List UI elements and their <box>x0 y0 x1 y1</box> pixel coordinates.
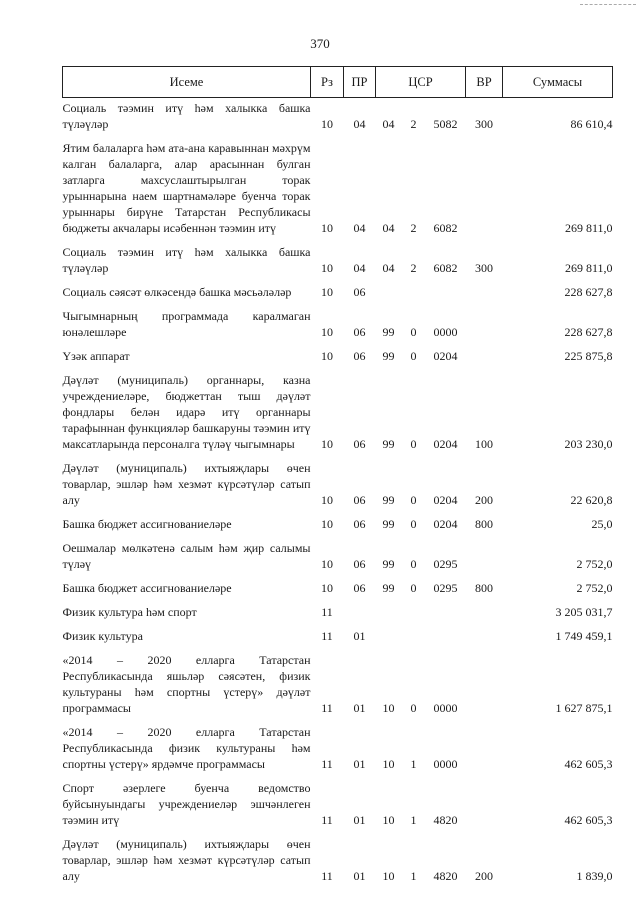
row-pr: 04 <box>353 117 366 131</box>
row-sum: 203 230,0 <box>564 437 613 451</box>
row-sum: 3 205 031,7 <box>555 605 613 619</box>
row-vr: 800 <box>475 517 494 531</box>
page-number: 370 <box>310 36 330 51</box>
row-rz: 10 <box>321 117 333 131</box>
header-sum: Суммасы <box>503 67 613 98</box>
row-csr-direction <box>426 622 466 646</box>
row-rz: 10 <box>321 325 333 339</box>
row-sum: 1 627 875,1 <box>555 701 613 715</box>
row-vr <box>466 622 503 646</box>
row-csr-subprogram: 1 <box>410 757 417 771</box>
row-rz: 11 <box>321 813 333 827</box>
row-vr: 200 <box>475 493 494 507</box>
row-sum: 228 627,8 <box>564 325 613 339</box>
row-pr: 06 <box>353 581 366 595</box>
row-pr: 04 <box>353 261 366 275</box>
table-row <box>63 574 613 598</box>
page-corner-mark <box>580 4 636 5</box>
row-vr <box>466 718 503 774</box>
row-rz: 10 <box>321 285 333 299</box>
row-csr-program: 99 <box>382 517 395 531</box>
row-csr-program <box>376 622 402 646</box>
row-csr-subprogram <box>402 622 426 646</box>
row-pr: 06 <box>353 349 366 363</box>
row-sum: 25,0 <box>591 517 613 531</box>
row-name: Чыгымнарның программада каралмаган юнәлешләре <box>62 309 311 339</box>
row-csr-direction: 5082 <box>433 117 458 131</box>
row-name: Дәүләт (муниципаль) ихтыяҗлары өчен товарлар, эшләр һәм хезмәт күрсәтүләр сатып алу <box>62 461 311 507</box>
row-sum: 1 749 459,1 <box>555 629 613 643</box>
row-rz: 10 <box>321 349 333 363</box>
row-rz: 10 <box>321 557 333 571</box>
row-rz: 11 <box>321 757 333 771</box>
row-csr-program <box>376 278 402 302</box>
row-pr: 06 <box>353 557 366 571</box>
row-vr: 300 <box>475 117 494 131</box>
row-pr: 06 <box>353 437 366 451</box>
table-row <box>63 342 613 366</box>
table-row <box>63 366 613 454</box>
row-name: Социаль тәэмин итү һәм халыкка башка түләүләр <box>62 245 311 275</box>
table-row <box>63 98 613 135</box>
row-rz: 10 <box>321 493 333 507</box>
table-row <box>63 302 613 342</box>
row-rz: 10 <box>321 581 333 595</box>
row-pr: 01 <box>353 869 366 883</box>
row-csr-program: 99 <box>382 581 395 595</box>
row-csr-program: 04 <box>382 261 395 275</box>
budget-table <box>62 66 613 886</box>
row-csr-program: 99 <box>382 493 395 507</box>
row-csr-subprogram: 1 <box>410 869 417 883</box>
row-csr-subprogram: 2 <box>410 261 417 275</box>
row-pr: 06 <box>353 285 366 299</box>
row-name: Үзәк аппарат <box>62 349 130 363</box>
row-pr: 01 <box>353 757 366 771</box>
row-vr <box>466 534 503 574</box>
row-csr-subprogram: 0 <box>410 349 417 363</box>
row-csr-direction: 0204 <box>433 437 458 451</box>
row-sum: 2 752,0 <box>576 557 613 571</box>
row-csr-direction <box>426 278 466 302</box>
row-csr-program: 04 <box>382 117 395 131</box>
table-row <box>63 774 613 830</box>
row-csr-subprogram: 0 <box>410 493 417 507</box>
header-rz: Рз <box>311 67 344 98</box>
row-vr <box>466 646 503 718</box>
row-csr-direction: 0204 <box>433 493 458 507</box>
row-vr <box>466 134 503 238</box>
row-csr-subprogram: 0 <box>410 701 417 715</box>
row-sum: 462 605,3 <box>564 813 613 827</box>
table-row <box>63 534 613 574</box>
row-csr-direction: 6082 <box>433 261 458 275</box>
row-csr-direction: 0000 <box>433 325 458 339</box>
row-vr: 200 <box>475 869 494 883</box>
row-csr-subprogram: 1 <box>410 813 417 827</box>
row-vr <box>466 774 503 830</box>
table-row <box>63 454 613 510</box>
row-csr-subprogram: 0 <box>410 517 417 531</box>
row-csr-direction: 0000 <box>433 701 458 715</box>
row-name: Ятим балаларга һәм ата-ана каравыннан мәхрүм калган балаларга, алар арасыннан булган затларга махсуслаштырылган торак урыннарына наем шартнамәләре буенча торак урыннары бирүне Татарстан Республикасы бюджеты акчалары исәбеннән тәэмин итү <box>62 141 311 235</box>
row-csr-direction: 0204 <box>433 349 458 363</box>
row-name: Физик культура <box>62 629 143 643</box>
row-name: «2014 – 2020 елларга Татарстан Республикасында яшьләр сәясәтен, физик культураны һәм спортны үстерү» дәүләт программасы <box>62 653 311 715</box>
row-vr: 800 <box>475 581 494 595</box>
header-vr: ВР <box>466 67 503 98</box>
row-vr <box>466 302 503 342</box>
row-vr <box>466 598 503 622</box>
row-csr-program: 10 <box>382 813 395 827</box>
header-pr: ПР <box>344 67 376 98</box>
row-csr-program: 99 <box>382 437 395 451</box>
row-name: Башка бюджет ассигнованиеләре <box>62 517 232 531</box>
row-vr: 100 <box>475 437 494 451</box>
row-csr-program: 99 <box>382 325 395 339</box>
table-row <box>63 238 613 278</box>
row-sum: 225 875,8 <box>564 349 613 363</box>
row-sum: 22 620,8 <box>570 493 613 507</box>
row-rz: 10 <box>321 437 333 451</box>
row-sum: 462 605,3 <box>564 757 613 771</box>
row-csr-subprogram <box>402 598 426 622</box>
row-sum: 228 627,8 <box>564 285 613 299</box>
row-rz: 10 <box>321 221 333 235</box>
table-row <box>63 830 613 886</box>
row-csr-subprogram: 2 <box>410 221 417 235</box>
table-row <box>63 718 613 774</box>
row-csr-program: 10 <box>382 869 395 883</box>
row-csr-subprogram: 0 <box>410 557 417 571</box>
row-csr-subprogram: 0 <box>410 325 417 339</box>
row-name: «2014 – 2020 елларга Татарстан Республикасында физик культураны һәм спортны үстерү» ярдәмче программасы <box>62 725 311 771</box>
table-row <box>63 598 613 622</box>
row-name: Оешмалар мөлкәтенә салым һәм җир салымы түләү <box>62 541 311 571</box>
row-name: Дәүләт (муниципаль) органнары, казна учреждениеләре, бюджеттан тыш дәүләт фондлары белән идарә итү органнары тарафыннан функцияләр башкаруны тәэмин итү максатларында персоналга түләү чыгымнары <box>62 373 311 451</box>
row-vr <box>466 342 503 366</box>
row-csr-direction <box>426 598 466 622</box>
table-row <box>63 510 613 534</box>
row-csr-program: 10 <box>382 701 395 715</box>
row-sum: 269 811,0 <box>564 221 613 235</box>
row-sum: 86 610,4 <box>570 117 613 131</box>
table-row <box>63 622 613 646</box>
row-pr: 04 <box>353 221 366 235</box>
row-sum: 269 811,0 <box>564 261 613 275</box>
table-row <box>63 646 613 718</box>
row-pr: 06 <box>353 517 366 531</box>
row-csr-direction: 4820 <box>433 869 458 883</box>
row-csr-program <box>376 598 402 622</box>
row-name: Физик культура һәм спорт <box>62 605 197 619</box>
row-pr: 01 <box>353 629 366 643</box>
row-csr-subprogram <box>402 278 426 302</box>
row-name: Социаль сәясәт өлкәсендә башка мәсьәләләр <box>62 285 292 299</box>
row-sum: 1 839,0 <box>576 869 613 883</box>
table-header-row <box>63 67 613 98</box>
row-name: Башка бюджет ассигнованиеләре <box>62 581 232 595</box>
row-csr-subprogram: 2 <box>410 117 417 131</box>
row-vr <box>466 278 503 302</box>
row-pr: 01 <box>353 701 366 715</box>
row-name: Социаль тәэмин итү һәм халыкка башка түләүләр <box>62 101 311 131</box>
row-csr-direction: 0295 <box>433 581 458 595</box>
row-rz: 10 <box>321 517 333 531</box>
row-rz: 10 <box>321 261 333 275</box>
table-row <box>63 278 613 302</box>
row-csr-direction: 6082 <box>433 221 458 235</box>
row-sum: 2 752,0 <box>576 581 613 595</box>
table-body <box>63 98 613 887</box>
row-csr-direction: 4820 <box>433 813 458 827</box>
row-pr <box>344 598 376 622</box>
row-rz: 11 <box>321 869 333 883</box>
row-vr: 300 <box>475 261 494 275</box>
row-name: Дәүләт (муниципаль) ихтыяҗлары өчен товарлар, эшләр һәм хезмәт күрсәтүләр сатып алу <box>62 837 311 883</box>
row-csr-direction: 0204 <box>433 517 458 531</box>
row-csr-subprogram: 0 <box>410 581 417 595</box>
header-csr: ЦСР <box>376 67 466 98</box>
row-pr: 06 <box>353 325 366 339</box>
row-csr-direction: 0000 <box>433 757 458 771</box>
row-csr-direction: 0295 <box>433 557 458 571</box>
row-rz: 11 <box>321 629 333 643</box>
table-row <box>63 134 613 238</box>
row-csr-program: 99 <box>382 349 395 363</box>
row-rz: 11 <box>321 605 333 619</box>
row-rz: 11 <box>321 701 333 715</box>
row-pr: 06 <box>353 493 366 507</box>
row-pr: 01 <box>353 813 366 827</box>
row-name: Спорт әзерлеге буенча ведомство буйсынуындагы учреждениеләр эшчәнлеген тәэмин итү <box>62 781 311 827</box>
row-csr-subprogram: 0 <box>410 437 417 451</box>
header-name: Исеме <box>63 67 311 98</box>
row-csr-program: 10 <box>382 757 395 771</box>
row-csr-program: 04 <box>382 221 395 235</box>
row-csr-program: 99 <box>382 557 395 571</box>
